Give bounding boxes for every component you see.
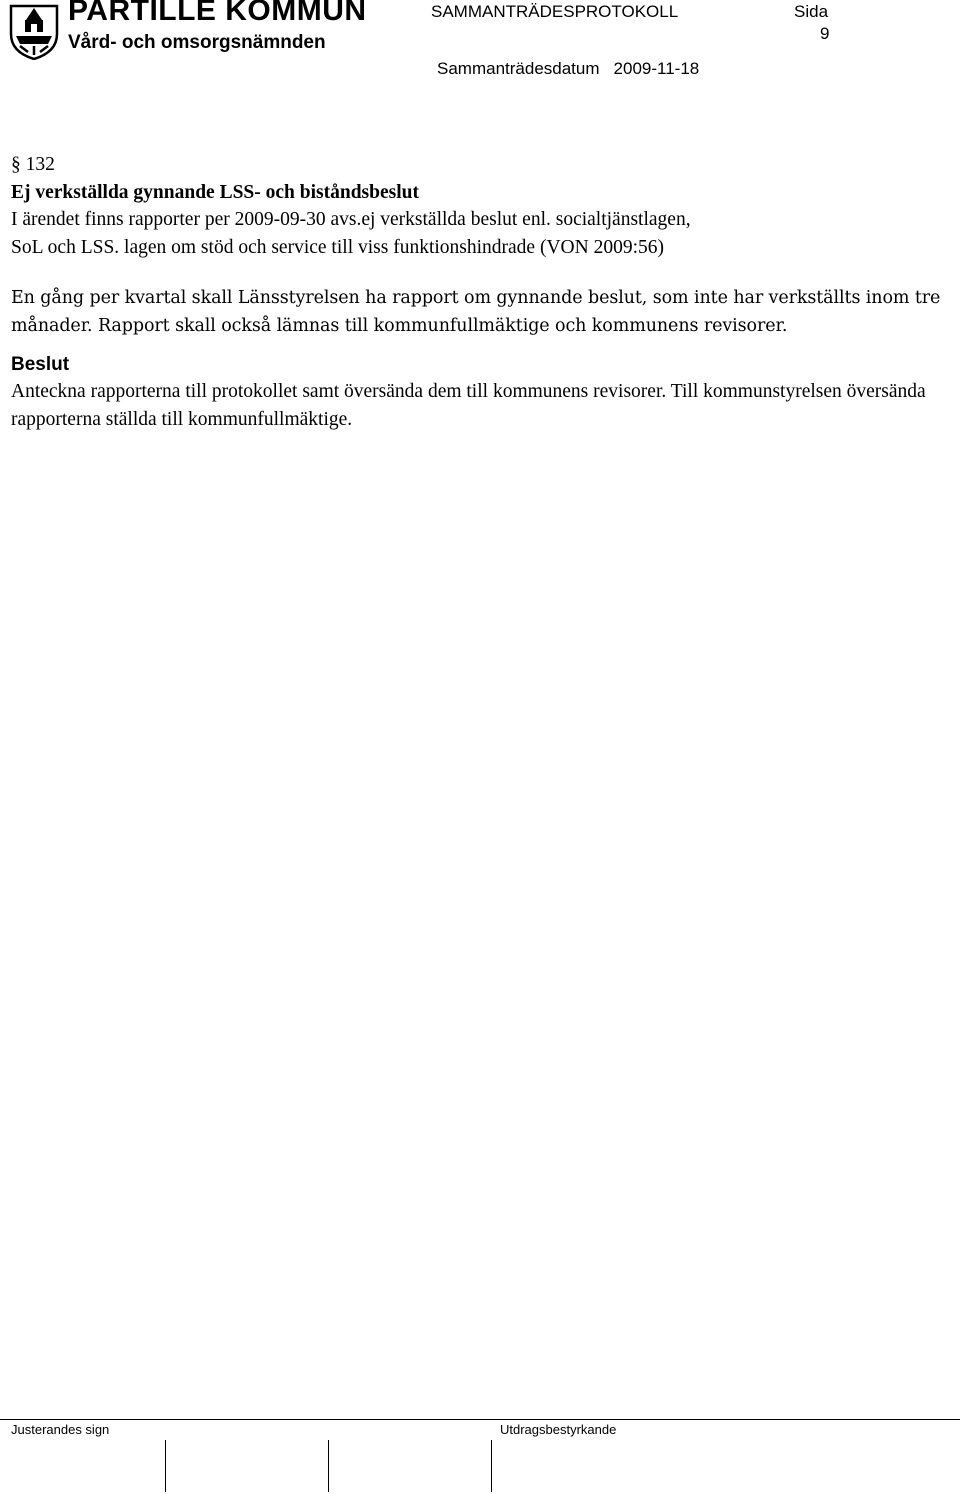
body-paragraph: En gång per kvartal skall Länsstyrelsen ha rapport om gynnande beslut, som inte har verkställts inom tre månader. Rapport skall också lämnas till kommunfullmäktige och kommunens revisorer. [11, 288, 941, 336]
justification-signature-label: Justerandes sign [11, 1422, 110, 1437]
agenda-section [11, 151, 951, 433]
signature-box-divider [328, 1440, 329, 1492]
section-title: Ej verkställda gynnande LSS- och biståndsbeslut [11, 181, 419, 203]
paragraph-symbol: § [11, 154, 21, 175]
document-type: SAMMANTRÄDESPROTOKOLL [431, 2, 679, 21]
decision-heading: Beslut [11, 354, 70, 375]
meeting-date-value: 2009-11-18 [613, 59, 700, 78]
municipality-logo-icon [8, 0, 60, 60]
meeting-date [437, 59, 699, 79]
page-label: Sida [794, 2, 829, 21]
signature-box-divider [165, 1440, 166, 1492]
decision-text: Anteckna rapporterna till protokollet samt översända dem till kommunens revisorer. Till kommunstyrelsen översända rapporterna ställda till kommunfullmäktige. [11, 381, 926, 430]
page-number: 9 [820, 24, 830, 43]
footer-divider [0, 1419, 960, 1420]
meeting-date-label: Sammanträdesdatum [437, 59, 600, 78]
organization-name: PARTILLE KOMMUN [68, 0, 367, 27]
intro-line-2: SoL och LSS. lagen om stöd och service till viss funktionshindrade (VON 2009:56) [11, 236, 664, 258]
intro-line-1: I ärendet finns rapporter per 2009-09-30 avs.ej verkställda beslut enl. socialtjänstlagen, [11, 209, 691, 230]
section-number [11, 151, 951, 179]
board-name: Vård- och omsorgsnämnden [68, 32, 326, 53]
extract-certification-label: Utdragsbestyrkande [500, 1422, 617, 1437]
signature-box-divider [491, 1440, 492, 1492]
section-number-value: 132 [25, 154, 55, 175]
